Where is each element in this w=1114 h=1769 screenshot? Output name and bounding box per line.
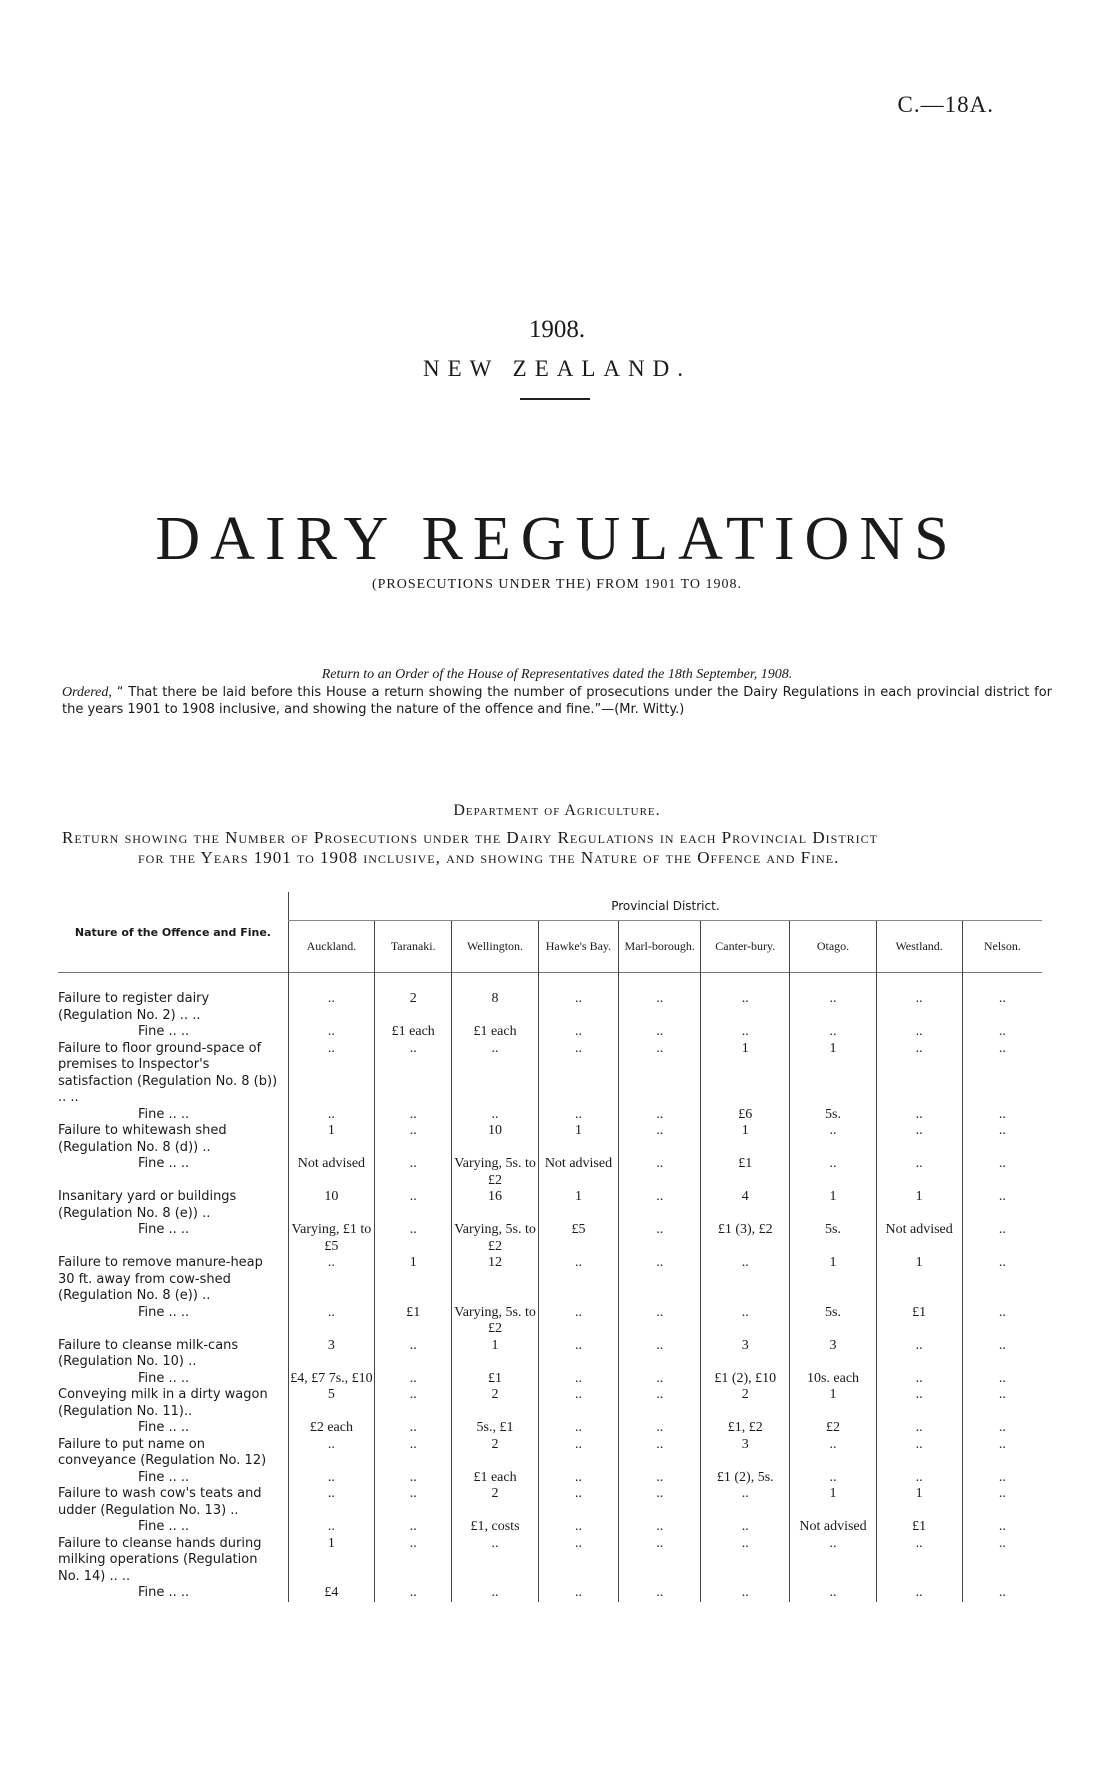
table-cell: ..: [288, 1024, 374, 1041]
table-cell: ..: [962, 1123, 1042, 1156]
table-cell: 3: [288, 1338, 374, 1371]
nature-text: Fine .. ..: [138, 1420, 190, 1435]
table-cell: ..: [619, 1222, 701, 1255]
district-header: Wellington.: [452, 921, 538, 973]
table-cell: 1: [876, 1255, 962, 1305]
table-cell: ..: [962, 1222, 1042, 1255]
table-cell: ..: [790, 1156, 876, 1189]
table-cell: £1 each: [452, 1024, 538, 1041]
table-cell: ..: [288, 1470, 374, 1487]
table-cell: ..: [790, 1437, 876, 1470]
table-cell: ..: [962, 1371, 1042, 1388]
table-cell: ..: [619, 1107, 701, 1124]
table-cell: ..: [701, 1486, 790, 1519]
table-cell: ..: [962, 991, 1042, 1024]
fine-label: [58, 1107, 288, 1124]
table-row: [58, 1305, 1042, 1338]
table-cell: ..: [288, 991, 374, 1024]
table-cell: ..: [619, 1486, 701, 1519]
nature-text: Failure to floor ground-space of premises to Inspector's satisfaction (Regulation No. 8 (b)) .. ..: [58, 1040, 278, 1105]
table-cell: ..: [619, 1255, 701, 1305]
table-cell: ..: [962, 1486, 1042, 1519]
table-cell: ..: [962, 1041, 1042, 1107]
table-cell: ..: [538, 1420, 619, 1437]
table-cell: Not advised: [288, 1156, 374, 1189]
offence-label: [58, 1387, 288, 1420]
table-cell: ..: [374, 1585, 452, 1602]
district-header: Hawke's Bay.: [538, 921, 619, 973]
table-cell: ..: [374, 1470, 452, 1487]
table-cell: ..: [538, 1387, 619, 1420]
table-cell: Varying, £1 to £5: [288, 1222, 374, 1255]
table-row: [58, 1189, 1042, 1222]
table-cell: 4: [701, 1189, 790, 1222]
table-cell: ..: [538, 1255, 619, 1305]
nature-header: Nature of the Offence and Fine.: [74, 925, 271, 939]
table-cell: ..: [619, 1041, 701, 1107]
table-cell: ..: [876, 1156, 962, 1189]
table-cell: ..: [790, 1585, 876, 1602]
table-cell: 1: [876, 1189, 962, 1222]
table-cell: ..: [538, 1041, 619, 1107]
table-cell: 1: [790, 1189, 876, 1222]
table-cell: ..: [876, 1437, 962, 1470]
table-cell: ..: [374, 1189, 452, 1222]
nature-text: Fine .. ..: [138, 1519, 190, 1534]
return-heading-line1: Return showing the Number of Prosecutions under the Dairy Regulations in each Provincial District: [62, 828, 878, 847]
table-cell: ..: [374, 1338, 452, 1371]
offence-label: [58, 991, 288, 1024]
return-heading-line2: for the Years 1901 to 1908 inclusive, and showing the Nature of the Offence and Fine.: [138, 848, 840, 867]
table-cell: ..: [538, 1338, 619, 1371]
table-cell: ..: [619, 1024, 701, 1041]
table-cell: ..: [701, 991, 790, 1024]
table-cell: ..: [619, 1536, 701, 1586]
table-cell: ..: [790, 1536, 876, 1586]
district-header: Otago.: [790, 921, 876, 973]
table-cell: £5: [538, 1222, 619, 1255]
table-cell: 2: [374, 991, 452, 1024]
nature-text: Fine .. ..: [138, 1585, 190, 1600]
table-row: [58, 1156, 1042, 1189]
table-cell: Not advised: [876, 1222, 962, 1255]
table-cell: ..: [876, 1123, 962, 1156]
table-row: [58, 1536, 1042, 1586]
table-cell: 1: [288, 1123, 374, 1156]
offence-label: [58, 1041, 288, 1107]
table-cell: ..: [962, 1470, 1042, 1487]
table-cell: ..: [374, 1041, 452, 1107]
table-cell: ..: [790, 1123, 876, 1156]
table-cell: ..: [962, 1024, 1042, 1041]
ordered-paragraph: [62, 684, 1052, 718]
table-cell: ..: [288, 1305, 374, 1338]
table-cell: 1: [876, 1486, 962, 1519]
table-cell: Not advised: [538, 1156, 619, 1189]
table-cell: ..: [538, 1024, 619, 1041]
table-row: [58, 1255, 1042, 1305]
table-cell: ..: [790, 1470, 876, 1487]
table-cell: ..: [374, 1222, 452, 1255]
table-cell: ..: [288, 1519, 374, 1536]
table-cell: 1: [452, 1338, 538, 1371]
nature-text: Fine .. ..: [138, 1106, 190, 1122]
table-cell: ..: [538, 1519, 619, 1536]
fine-label: [58, 1156, 288, 1189]
table-cell: 1: [790, 1255, 876, 1305]
table-cell: ..: [538, 1486, 619, 1519]
table-cell: ..: [962, 1387, 1042, 1420]
table-cell: ..: [876, 1536, 962, 1586]
table-cell: ..: [790, 1024, 876, 1041]
table-cell: ..: [962, 1536, 1042, 1586]
table-cell: 2: [701, 1387, 790, 1420]
document-reference: C.—18A.: [897, 92, 994, 117]
provincial-district-header: Provincial District.: [288, 892, 1042, 921]
table-cell: ..: [619, 1420, 701, 1437]
table-cell: £2: [790, 1420, 876, 1437]
table-cell: 5s.: [790, 1222, 876, 1255]
table-row: [58, 1107, 1042, 1124]
fine-label: [58, 1371, 288, 1388]
table-cell: 5: [288, 1387, 374, 1420]
table-cell: £1: [374, 1305, 452, 1338]
ordered-text: “ That there be laid before this House a return showing the number of prosecutions under the Dairy Regulations in each provincial district for the years 1901 to 1908 inclusive, and showing the nature of the offence and fine.”—(Mr. Witty.): [62, 685, 1052, 717]
year-heading: 1908.: [528, 316, 586, 343]
prosecutions-table: [58, 892, 1042, 1602]
table-cell: ..: [619, 991, 701, 1024]
nature-text: Failure to wash cow's teats and udder (Regulation No. 13) ..: [58, 1486, 262, 1518]
table-row: [58, 1387, 1042, 1420]
table-cell: ..: [288, 1041, 374, 1107]
fine-label: [58, 1222, 288, 1255]
table-cell: ..: [374, 1371, 452, 1388]
table-cell: 16: [452, 1189, 538, 1222]
table-cell: ..: [701, 1519, 790, 1536]
table-cell: ..: [374, 1156, 452, 1189]
table-cell: ..: [876, 1371, 962, 1388]
table-cell: ..: [962, 1305, 1042, 1338]
table-cell: 2: [452, 1437, 538, 1470]
table-cell: ..: [288, 1107, 374, 1124]
table-cell: ..: [452, 1585, 538, 1602]
table-cell: ..: [374, 1536, 452, 1586]
table-cell: £1: [452, 1371, 538, 1388]
table-cell: ..: [701, 1024, 790, 1041]
table-cell: ..: [701, 1305, 790, 1338]
table-cell: £1: [876, 1519, 962, 1536]
main-title: DAIRY REGULATIONS: [155, 505, 959, 573]
table-cell: ..: [962, 1255, 1042, 1305]
table-cell: £1 (2), 5s.: [701, 1470, 790, 1487]
table-cell: 3: [701, 1338, 790, 1371]
district-header: Westland.: [876, 921, 962, 973]
nature-text: Failure to register dairy (Regulation No. 2) .. ..: [58, 991, 210, 1023]
table-cell: ..: [701, 1255, 790, 1305]
table-cell: ..: [619, 1338, 701, 1371]
fine-label: [58, 1420, 288, 1437]
table-cell: ..: [374, 1123, 452, 1156]
fine-label: [58, 1024, 288, 1041]
table-cell: £2 each: [288, 1420, 374, 1437]
table-cell: 1: [288, 1536, 374, 1586]
heading-divider: [520, 398, 590, 400]
nature-text: Fine .. ..: [138, 1024, 190, 1039]
nature-text: Failure to cleanse hands during milking operations (Regulation No. 14) .. ..: [58, 1535, 262, 1584]
table-row: [58, 1222, 1042, 1255]
table-cell: £1 each: [452, 1470, 538, 1487]
nature-text: Fine .. ..: [138, 1156, 190, 1171]
table-cell: ..: [538, 1107, 619, 1124]
table-cell: £1 each: [374, 1024, 452, 1041]
country-heading: NEW ZEALAND.: [422, 356, 692, 381]
table-cell: 2: [452, 1387, 538, 1420]
table-cell: ..: [619, 1437, 701, 1470]
table-row: [58, 1486, 1042, 1519]
table-cell: ..: [619, 1519, 701, 1536]
department-heading: Department of Agriculture.: [453, 802, 661, 819]
nature-text: Insanitary yard or buildings (Regulation No. 8 (e)) ..: [58, 1189, 237, 1221]
table-cell: ..: [876, 1107, 962, 1124]
table-cell: 10: [452, 1123, 538, 1156]
table-row: [58, 1420, 1042, 1437]
table-cell: ..: [374, 1519, 452, 1536]
table-cell: ..: [962, 1189, 1042, 1222]
table-cell: ..: [619, 1387, 701, 1420]
fine-label: [58, 1305, 288, 1338]
table-cell: 1: [701, 1041, 790, 1107]
table-cell: 1: [790, 1387, 876, 1420]
return-heading: [62, 828, 1062, 868]
table-cell: £1: [876, 1305, 962, 1338]
table-cell: Varying, 5s. to £2: [452, 1305, 538, 1338]
table-cell: ..: [619, 1585, 701, 1602]
table-cell: £1 (2), £10: [701, 1371, 790, 1388]
table-cell: ..: [538, 1536, 619, 1586]
table-cell: ..: [619, 1123, 701, 1156]
nature-text: Failure to remove manure-heap 30 ft. away from cow-shed (Regulation No. 8 (e)) ..: [58, 1255, 263, 1303]
table-cell: 3: [790, 1338, 876, 1371]
table-cell: 5s.: [790, 1107, 876, 1124]
table-cell: ..: [876, 1041, 962, 1107]
nature-text: Failure to cleanse milk-cans (Regulation No. 10) ..: [58, 1337, 239, 1369]
table-cell: 5s.: [790, 1305, 876, 1338]
table-cell: 1: [538, 1189, 619, 1222]
table-row: [58, 991, 1042, 1024]
table-row: [58, 1024, 1042, 1041]
table-cell: ..: [876, 1338, 962, 1371]
table-row: [58, 1338, 1042, 1371]
table-cell: ..: [538, 1371, 619, 1388]
fine-label: [58, 1585, 288, 1602]
table-cell: £1: [701, 1156, 790, 1189]
table-cell: ..: [876, 991, 962, 1024]
table-cell: ..: [876, 1024, 962, 1041]
table-cell: ..: [452, 1041, 538, 1107]
table-cell: £6: [701, 1107, 790, 1124]
district-header: Auckland.: [288, 921, 374, 973]
district-header: Taranaki.: [374, 921, 452, 973]
table-cell: ..: [288, 1486, 374, 1519]
table-cell: ..: [790, 991, 876, 1024]
table-cell: ..: [374, 1387, 452, 1420]
offence-label: [58, 1338, 288, 1371]
table-cell: ..: [538, 991, 619, 1024]
table-cell: ..: [452, 1107, 538, 1124]
nature-text: Fine .. ..: [138, 1222, 190, 1237]
fine-label: [58, 1519, 288, 1536]
table-cell: £4, £7 7s., £10: [290, 1370, 373, 1386]
table-cell: ..: [619, 1305, 701, 1338]
nature-text: Fine .. ..: [138, 1370, 190, 1386]
table-cell: Varying, 5s. to £2: [452, 1222, 538, 1255]
table-cell: ..: [876, 1420, 962, 1437]
table-cell: ..: [538, 1437, 619, 1470]
table-cell: £1, costs: [452, 1519, 538, 1536]
table-cell: 2: [452, 1486, 538, 1519]
district-header: Canter-bury.: [701, 921, 790, 973]
table-cell: ..: [374, 1486, 452, 1519]
subtitle: (PROSECUTIONS UNDER THE) FROM 1901 TO 1908.: [371, 577, 743, 592]
table-cell: ..: [962, 1107, 1042, 1124]
table-cell: ..: [876, 1585, 962, 1602]
table-cell: ..: [962, 1156, 1042, 1189]
table-row: [58, 1123, 1042, 1156]
table-cell: ..: [619, 1470, 701, 1487]
table-cell: ..: [962, 1519, 1042, 1536]
table-cell: £4: [288, 1585, 374, 1602]
table-cell: ..: [619, 1156, 701, 1189]
table-cell: ..: [962, 1420, 1042, 1437]
fine-label: [58, 1470, 288, 1487]
table-cell: ..: [538, 1585, 619, 1602]
table-cell: ..: [619, 1189, 701, 1222]
offence-label: [58, 1437, 288, 1470]
table-cell: ..: [962, 1338, 1042, 1371]
table-row: [58, 1519, 1042, 1536]
table-cell: ..: [538, 1470, 619, 1487]
table-cell: ..: [452, 1536, 538, 1586]
table-row: [58, 1371, 1042, 1388]
table-cell: ..: [374, 1107, 452, 1124]
offence-label: [58, 1255, 288, 1305]
table-cell: ..: [962, 1585, 1042, 1602]
table-cell: 1: [790, 1486, 876, 1519]
table-cell: £1 (3), £2: [701, 1222, 790, 1255]
nature-text: Fine .. ..: [138, 1469, 190, 1485]
district-header: Nelson.: [962, 921, 1042, 973]
table-cell: ..: [374, 1437, 452, 1470]
offence-label: [58, 1123, 288, 1156]
table-cell: ..: [538, 1305, 619, 1338]
nature-text: Fine .. ..: [138, 1304, 190, 1320]
table-cell: £1, £2: [701, 1420, 790, 1437]
table-cell: 12: [452, 1255, 538, 1305]
table-row: [58, 1437, 1042, 1470]
table-cell: 8: [452, 991, 538, 1024]
table-cell: Not advised: [790, 1519, 876, 1536]
table-cell: ..: [619, 1371, 701, 1388]
table-cell: ..: [962, 1437, 1042, 1470]
table-cell: 1: [538, 1123, 619, 1156]
table-cell: 1: [374, 1255, 452, 1305]
nature-text: Failure to whitewash shed (Regulation No. 8 (d)) ..: [58, 1123, 227, 1155]
table-cell: 1: [701, 1123, 790, 1156]
table-cell: ..: [288, 1255, 374, 1305]
table-cell: 5s., £1: [452, 1420, 538, 1437]
district-header: Marl-borough.: [619, 921, 701, 973]
table-cell: ..: [374, 1420, 452, 1437]
offence-label: [58, 1189, 288, 1222]
table-cell: 10: [288, 1189, 374, 1222]
table-cell: Varying, 5s. to £2: [452, 1156, 538, 1189]
nature-text: Conveying milk in a dirty wagon (Regulation No. 11)..: [58, 1387, 268, 1419]
table-cell: ..: [701, 1536, 790, 1586]
offence-label: [58, 1536, 288, 1586]
table-row: [58, 1585, 1042, 1602]
table-cell: 3: [701, 1437, 790, 1470]
ordered-label: Ordered,: [62, 685, 112, 700]
table-cell: ..: [876, 1387, 962, 1420]
nature-text: Failure to put name on conveyance (Regulation No. 12): [58, 1436, 267, 1468]
table-row: [58, 1470, 1042, 1487]
offence-label: [58, 1486, 288, 1519]
table-cell: ..: [876, 1470, 962, 1487]
table-cell: 1: [790, 1041, 876, 1107]
table-cell: 10s. each: [790, 1371, 876, 1388]
header-rule-row: [58, 973, 1042, 992]
table-row: [58, 1041, 1042, 1107]
table-cell: ..: [701, 1585, 790, 1602]
return-order-line: Return to an Order of the House of Representatives dated the 18th September, 1908.: [321, 667, 793, 682]
table-cell: ..: [288, 1437, 374, 1470]
